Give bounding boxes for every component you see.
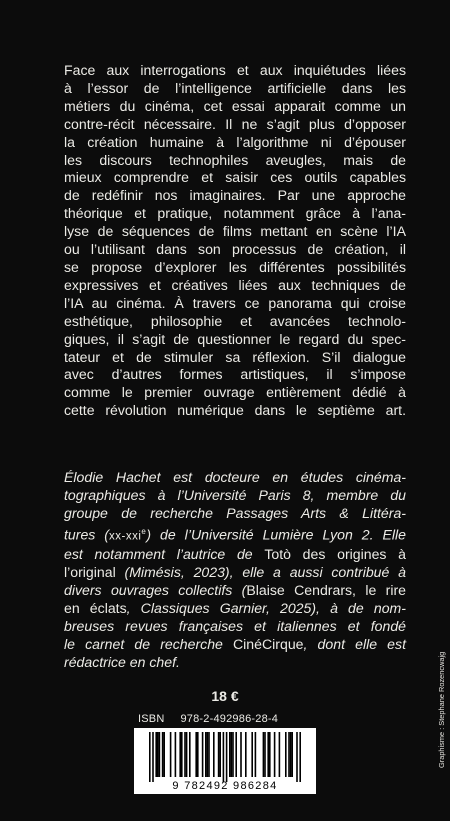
description-line: théorique et pratique, notamment grâce à l’ana- [64, 205, 406, 222]
isbn-line [138, 713, 278, 725]
barcode-bar [229, 732, 231, 777]
design-credit: Graphisme : Stephane Rozencwajg [437, 651, 446, 768]
description-line: cette révolution numérique dans le septième art. [64, 402, 406, 419]
description-line: de redéfinir nos imaginaires. Par une approche [64, 187, 406, 204]
barcode-bar [232, 732, 234, 777]
barcode-bar [263, 732, 265, 777]
description-line: Face aux interrogations et aux inquiétudes liées [64, 62, 406, 78]
book-title: Blaise Cendrars, le rire [246, 582, 406, 599]
barcode-bar [223, 732, 225, 782]
barcode-bar [170, 732, 172, 777]
barcode-bar [255, 732, 257, 777]
barcode-bar [269, 732, 271, 777]
barcode-bar [186, 732, 188, 777]
barcode-bar [207, 732, 209, 777]
description-line: contre-récit nécessaire. Il ne s’agit plus d’opposer [64, 115, 406, 132]
bio-line [64, 546, 406, 564]
barcode-digits: 9 782492 986284 [172, 780, 278, 792]
bio-line [64, 636, 406, 654]
description-line: ou l’utilisant dans son processus de création, il [64, 241, 406, 258]
barcode-bar [162, 732, 164, 777]
barcode-bar [290, 732, 292, 777]
barcode-bar [213, 732, 215, 777]
bio-line: groupe de recherche Passages Arts & Littéra- [64, 504, 406, 521]
barcode-bar [208, 732, 210, 777]
bio-text: le carnet de recherche [64, 635, 233, 652]
bio-text: , dont elle est [303, 635, 406, 652]
price-label: 18 € [211, 688, 239, 704]
barcode-bar [231, 732, 233, 777]
description-line: métiers du cinéma, cet essai apparait comme un [64, 97, 406, 114]
barcode-bar [155, 732, 157, 777]
bio-line [64, 582, 406, 600]
description-line: lyse de séquences de films mettant en scène l’IA [64, 223, 406, 240]
barcode-bar [288, 732, 290, 777]
century-superscript: e [141, 526, 147, 536]
bio-text: ) de l’Université Lumière Lyon 2. Elle [146, 526, 406, 543]
book-title: Totò des origines à [264, 546, 406, 563]
barcode-bar [179, 732, 181, 777]
barcode-bar [219, 732, 221, 777]
barcode [134, 728, 316, 794]
barcode-bar [251, 732, 253, 777]
barcode-bar [175, 732, 177, 777]
description-paragraph [64, 62, 406, 420]
barcode-bar [163, 732, 165, 777]
description-line: les discours technophiles aveugles, mais de [64, 151, 406, 168]
barcode-bar [181, 732, 183, 777]
barcode-bar [159, 732, 161, 777]
bio-text: est notamment l’autrice de [64, 546, 265, 563]
description-line: mieux comprendre et saisir ces outils capables [64, 169, 406, 186]
description-line: l’IA au cinéma. À travers ce panorama qui croise [64, 294, 406, 311]
bio-line: rédactrice en chef. [64, 653, 180, 670]
bio-line [64, 564, 406, 582]
barcode-bar [189, 732, 191, 777]
bio-text: divers ouvrages collectifs ( [64, 582, 247, 599]
centuries-label: xx-xxi [109, 530, 142, 543]
barcode-bar [264, 732, 266, 777]
barcode-bar [218, 732, 220, 777]
description-line: à l’essor de l’intelligence artificielle dans les [64, 79, 406, 96]
barcode-bar [195, 732, 197, 777]
barcode-bar [291, 732, 293, 777]
carnet-title: CinéCirque [233, 635, 304, 652]
bio-line: tographiques à l’Université Paris 8, membre du [64, 486, 406, 503]
barcode-bar [205, 732, 207, 777]
description-line: comme le premier ouvrage entièrement dédié à [64, 384, 406, 401]
description-line: giques, il s’agit de questionner le regard du spec- [64, 330, 406, 347]
bio-text: tures ( [64, 526, 110, 543]
barcode-bar [245, 732, 247, 777]
barcode-bar [184, 732, 186, 777]
barcode-bar [279, 732, 281, 777]
barcode-bar [149, 732, 151, 782]
barcode-bar [157, 732, 159, 777]
bio-text: (Mimésis, 2023), elle a aussi contribué à [115, 564, 406, 581]
barcode-bar [235, 732, 237, 777]
description-line: se propose d’explorer les différentes possibilités [64, 258, 406, 275]
description-line: avec d’autres formes artistiques, il s’impose [64, 366, 406, 383]
bio-line: breuses revues françaises et italiennes et fondé [64, 617, 406, 634]
description-line: la création humaine à l’algorithme ni d’épouser [64, 133, 406, 150]
description-line: tateur et de stimuler sa réflexion. S’il dialogue [64, 348, 406, 365]
book-title: l’original [64, 564, 116, 581]
isbn-label: ISBN [138, 713, 165, 725]
barcode-bar [240, 732, 242, 777]
bio-line [64, 523, 406, 547]
description-line: esthétique, philosophie et avancées technolo- [64, 312, 406, 329]
author-bio [64, 469, 406, 672]
barcode-bar [267, 732, 269, 777]
barcode-bar [274, 732, 276, 777]
bio-text: , Classiques Garnier, 2025), à de nom- [126, 600, 406, 617]
barcode-bar [296, 732, 298, 782]
barcode-bar [226, 732, 228, 782]
book-title: en éclats [64, 600, 127, 617]
barcode-bar [202, 732, 204, 777]
barcode-bar [152, 732, 154, 782]
bio-line [64, 600, 406, 618]
barcode-bar [197, 732, 199, 777]
bio-line: Élodie Hachet est docteure en études cinéma- [64, 469, 406, 485]
isbn-number: 978-2-492986-28-4 [180, 713, 279, 725]
barcode-bar [285, 732, 287, 777]
barcode-bar [299, 732, 301, 782]
description-line: expressives et créatives liées aux techniques de [64, 276, 406, 293]
